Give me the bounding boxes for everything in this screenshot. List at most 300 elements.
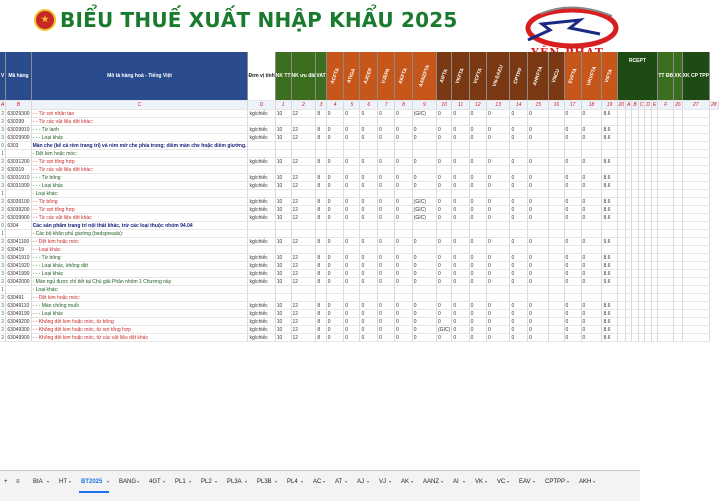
nk-uu-dai-cell[interactable] xyxy=(291,166,316,174)
rate-cell[interactable] xyxy=(549,222,564,230)
rate-cell[interactable]: 0 xyxy=(437,318,452,326)
nk-tt-cell[interactable]: 10 xyxy=(275,174,291,182)
rate-cell[interactable]: 0 xyxy=(412,238,436,246)
extra-cell[interactable] xyxy=(682,302,709,310)
rate-cell[interactable]: 8.6 xyxy=(602,206,617,214)
extra-cell[interactable] xyxy=(638,334,645,342)
rate-cell[interactable]: 0 xyxy=(564,254,581,262)
extra-cell[interactable] xyxy=(645,318,652,326)
rate-cell[interactable] xyxy=(437,190,452,198)
extra-cell[interactable] xyxy=(658,222,674,230)
rate-cell[interactable] xyxy=(395,222,413,230)
vat-cell[interactable] xyxy=(316,286,326,294)
rate-cell[interactable]: 0 xyxy=(510,254,528,262)
rate-cell[interactable]: 0 xyxy=(378,262,395,270)
rate-cell[interactable]: 0 xyxy=(326,158,344,166)
nk-uu-dai-cell[interactable] xyxy=(291,294,316,302)
rate-cell[interactable]: 0 xyxy=(564,302,581,310)
nk-uu-dai-cell[interactable]: 12 xyxy=(291,278,316,286)
rate-cell[interactable] xyxy=(602,246,617,254)
rate-cell[interactable]: 0 xyxy=(344,110,360,118)
rate-cell[interactable] xyxy=(549,182,564,190)
hs-code-cell[interactable]: 63042000 xyxy=(7,278,30,285)
rate-cell[interactable] xyxy=(378,142,395,150)
description-cell[interactable]: Các sản phẩm trang trí nội thất khác, trừ các loại thuộc nhóm 94.04 xyxy=(31,222,248,230)
rate-cell[interactable] xyxy=(437,246,452,254)
rate-cell[interactable] xyxy=(549,310,564,318)
rate-cell[interactable] xyxy=(360,230,378,238)
rate-cell[interactable]: 0 xyxy=(452,214,469,222)
hs-code-cell[interactable]: 63041920 xyxy=(7,262,30,269)
hs-code-cell[interactable]: 63031910 xyxy=(7,174,30,181)
extra-cell[interactable] xyxy=(638,134,645,142)
nk-uu-dai-cell[interactable] xyxy=(291,230,316,238)
rate-cell[interactable] xyxy=(581,166,602,174)
rate-cell[interactable]: (GIC) xyxy=(412,110,436,118)
extra-cell[interactable] xyxy=(682,118,709,126)
extra-cell[interactable] xyxy=(674,126,683,134)
rate-cell[interactable]: 0 xyxy=(564,174,581,182)
rate-cell[interactable] xyxy=(510,142,528,150)
rate-cell[interactable] xyxy=(602,286,617,294)
rate-cell[interactable]: 0 xyxy=(412,126,436,134)
rate-cell[interactable] xyxy=(581,230,602,238)
rate-cell[interactable] xyxy=(510,150,528,158)
rate-cell[interactable]: 0 xyxy=(437,134,452,142)
extra-cell[interactable] xyxy=(645,326,652,334)
rate-cell[interactable]: 8.6 xyxy=(602,318,617,326)
rate-cell[interactable] xyxy=(469,222,486,230)
description-cell[interactable]: - - Từ bông xyxy=(31,198,248,206)
rate-cell[interactable]: 0 xyxy=(469,302,486,310)
rate-cell[interactable]: 0 xyxy=(437,278,452,286)
rate-cell[interactable]: 0 xyxy=(528,302,549,310)
sheet-tab-aj[interactable]: AJ xyxy=(357,479,365,485)
hs-code-cell[interactable]: 63049190 xyxy=(7,310,30,317)
rate-cell[interactable] xyxy=(378,286,395,294)
rate-cell[interactable] xyxy=(564,246,581,254)
rate-cell[interactable]: 8.6 xyxy=(602,214,617,222)
unit-cell[interactable] xyxy=(248,230,275,238)
description-cell[interactable]: - - Dệt kim hoặc móc: xyxy=(31,294,248,302)
tab-dropdown-icon[interactable]: ▾ xyxy=(189,479,192,484)
vat-cell[interactable]: 8 xyxy=(316,278,326,286)
rate-cell[interactable]: (GIC) xyxy=(412,198,436,206)
column-letter[interactable]: F xyxy=(658,101,674,110)
column-letter[interactable]: 20 xyxy=(618,102,625,108)
rate-cell[interactable]: 0 xyxy=(452,334,469,342)
rate-cell[interactable] xyxy=(581,246,602,254)
table-row[interactable] xyxy=(0,222,718,230)
description-cell[interactable]: - - - Từ bông xyxy=(31,174,248,182)
nk-uu-dai-cell[interactable]: 12 xyxy=(291,238,316,246)
header-tt[interactable]: TT ĐB xyxy=(658,52,674,101)
hs-code-cell[interactable] xyxy=(6,286,31,294)
nk-tt-cell[interactable] xyxy=(275,118,291,126)
rate-cell[interactable] xyxy=(452,246,469,254)
extra-cell[interactable] xyxy=(682,190,709,198)
column-letter[interactable]: E xyxy=(653,102,657,108)
vat-cell[interactable]: 8 xyxy=(316,134,326,142)
extra-cell[interactable] xyxy=(674,326,683,334)
rate-cell[interactable]: 0 xyxy=(360,318,378,326)
rate-cell[interactable] xyxy=(326,230,344,238)
table-row[interactable] xyxy=(0,198,718,206)
rate-cell[interactable]: 0 xyxy=(437,182,452,190)
row-level[interactable]: 3 xyxy=(1,254,5,261)
rate-cell[interactable]: 8.6 xyxy=(602,262,617,270)
extra-cell[interactable] xyxy=(682,198,709,206)
rate-cell[interactable] xyxy=(378,222,395,230)
description-cell[interactable]: - - Từ các vật liệu dệt khác: xyxy=(31,118,248,126)
rate-cell[interactable]: 0 xyxy=(581,158,602,166)
extra-cell[interactable] xyxy=(682,270,709,278)
extra-cell[interactable] xyxy=(617,198,626,206)
rate-cell[interactable]: 0 xyxy=(437,206,452,214)
extra-cell[interactable] xyxy=(617,254,626,262)
nk-uu-dai-cell[interactable] xyxy=(291,142,316,150)
nk-uu-dai-cell[interactable]: 12 xyxy=(291,158,316,166)
extra-cell[interactable] xyxy=(682,110,709,118)
extra-cell[interactable] xyxy=(682,134,709,142)
header-rate-atiga[interactable] xyxy=(344,52,360,101)
rate-cell[interactable]: 0 xyxy=(378,174,395,182)
extra-cell[interactable] xyxy=(617,230,626,238)
column-letter[interactable]: 12 xyxy=(469,101,486,110)
rate-cell[interactable] xyxy=(564,150,581,158)
rate-cell[interactable] xyxy=(486,150,510,158)
rate-cell[interactable] xyxy=(326,246,344,254)
rate-cell[interactable] xyxy=(437,222,452,230)
unit-cell[interactable]: kg/chiếc xyxy=(248,254,275,262)
table-row[interactable] xyxy=(0,118,718,126)
rate-cell[interactable] xyxy=(469,246,486,254)
rate-cell[interactable] xyxy=(360,166,378,174)
rate-cell[interactable] xyxy=(378,118,395,126)
nk-uu-dai-cell[interactable]: 12 xyxy=(291,254,316,262)
column-letter[interactable]: 14 xyxy=(510,101,528,110)
nk-tt-cell[interactable]: 10 xyxy=(275,238,291,246)
rate-cell[interactable]: 0 xyxy=(469,126,486,134)
extra-cell[interactable] xyxy=(682,294,709,302)
rate-cell[interactable] xyxy=(395,286,413,294)
rate-cell[interactable]: 0 xyxy=(378,326,395,334)
rate-cell[interactable]: 0 xyxy=(528,174,549,182)
unit-cell[interactable]: kg/chiếc xyxy=(248,302,275,310)
extra-cell[interactable] xyxy=(638,302,645,310)
tab-dropdown-icon[interactable]: ▾ xyxy=(163,479,166,484)
rate-cell[interactable]: 0 xyxy=(528,198,549,206)
rate-cell[interactable]: 0 xyxy=(528,278,549,286)
rate-cell[interactable] xyxy=(412,118,436,126)
extra-cell[interactable] xyxy=(645,166,652,174)
rate-cell[interactable]: 0 xyxy=(469,174,486,182)
rate-cell[interactable] xyxy=(437,166,452,174)
rate-cell[interactable]: 0 xyxy=(344,270,360,278)
unit-cell[interactable]: kg/chiếc xyxy=(248,182,275,190)
table-row[interactable] xyxy=(0,126,718,134)
rate-cell[interactable] xyxy=(528,190,549,198)
unit-cell[interactable] xyxy=(248,190,275,198)
extra-cell[interactable] xyxy=(674,166,683,174)
rate-cell[interactable]: 0 xyxy=(395,270,413,278)
sheet-list-icon[interactable]: ≡ xyxy=(16,479,20,485)
vat-cell[interactable]: 8 xyxy=(316,270,326,278)
rate-cell[interactable] xyxy=(326,190,344,198)
row-level[interactable]: 3 xyxy=(1,310,5,317)
tab-dropdown-icon[interactable]: ▾ xyxy=(411,479,414,484)
column-letter[interactable]: D xyxy=(646,102,651,108)
rate-cell[interactable] xyxy=(602,118,617,126)
extra-cell[interactable] xyxy=(682,238,709,246)
rate-cell[interactable]: 0 xyxy=(412,302,436,310)
extra-cell[interactable] xyxy=(617,246,626,254)
sheet-tab-cptpp[interactable]: CPTPP xyxy=(545,479,566,485)
rate-cell[interactable]: 0 xyxy=(528,214,549,222)
rate-cell[interactable] xyxy=(564,166,581,174)
rate-cell[interactable] xyxy=(549,158,564,166)
rate-cell[interactable]: 0 xyxy=(510,302,528,310)
rate-cell[interactable] xyxy=(360,142,378,150)
rate-cell[interactable]: 0 xyxy=(395,262,413,270)
tab-dropdown-icon[interactable]: ▾ xyxy=(367,479,370,484)
rate-cell[interactable] xyxy=(344,150,360,158)
extra-cell[interactable] xyxy=(638,110,645,118)
rate-cell[interactable] xyxy=(452,142,469,150)
rate-cell[interactable] xyxy=(344,294,360,302)
rate-cell[interactable] xyxy=(437,286,452,294)
extra-cell[interactable] xyxy=(638,270,645,278)
rate-cell[interactable]: 0 xyxy=(452,326,469,334)
rate-cell[interactable] xyxy=(344,142,360,150)
rate-cell[interactable] xyxy=(378,230,395,238)
rate-cell[interactable]: 0 xyxy=(344,158,360,166)
hs-code-cell[interactable]: 6303 xyxy=(6,142,31,150)
extra-cell[interactable] xyxy=(658,190,674,198)
unit-cell[interactable]: kg/chiếc xyxy=(248,110,275,118)
rate-cell[interactable]: 0 xyxy=(395,158,413,166)
rate-cell[interactable] xyxy=(412,246,436,254)
rate-cell[interactable]: 0 xyxy=(510,318,528,326)
rate-cell[interactable] xyxy=(469,150,486,158)
table-row[interactable] xyxy=(0,278,718,286)
rate-cell[interactable]: 0 xyxy=(510,206,528,214)
sheet-tab-vk[interactable]: VK xyxy=(475,479,484,485)
rate-cell[interactable]: 0 xyxy=(344,334,360,342)
tab-dropdown-icon[interactable]: ▾ xyxy=(137,479,140,484)
tab-dropdown-icon[interactable]: ▾ xyxy=(245,479,248,484)
nk-uu-dai-cell[interactable]: 12 xyxy=(291,206,316,214)
table-row[interactable] xyxy=(0,262,718,270)
rate-cell[interactable] xyxy=(528,142,549,150)
rate-cell[interactable]: 0 xyxy=(326,318,344,326)
rate-cell[interactable] xyxy=(510,286,528,294)
column-letter[interactable]: 3 xyxy=(316,101,326,110)
rate-cell[interactable]: 0 xyxy=(486,134,510,142)
rate-cell[interactable] xyxy=(549,318,564,326)
header-rate-vn-eaeu[interactable] xyxy=(486,52,510,101)
description-cell[interactable]: - Loại khác: xyxy=(31,190,248,198)
extra-cell[interactable] xyxy=(682,246,709,254)
vat-cell[interactable]: 8 xyxy=(316,198,326,206)
extra-cell[interactable] xyxy=(617,222,626,230)
rate-cell[interactable]: 0 xyxy=(452,134,469,142)
nk-uu-dai-cell[interactable]: 12 xyxy=(291,134,316,142)
extra-cell[interactable] xyxy=(645,206,652,214)
extra-cell[interactable] xyxy=(617,214,626,222)
rate-cell[interactable]: 0 xyxy=(395,254,413,262)
rate-cell[interactable] xyxy=(326,166,344,174)
rate-cell[interactable]: 0 xyxy=(344,302,360,310)
rate-cell[interactable]: 0 xyxy=(581,198,602,206)
extra-cell[interactable] xyxy=(674,294,683,302)
extra-cell[interactable] xyxy=(674,230,683,238)
rate-cell[interactable]: 0 xyxy=(326,326,344,334)
rate-cell[interactable]: 0 xyxy=(395,134,413,142)
header-unit[interactable]: Đơn vị tính xyxy=(248,52,275,101)
column-letter[interactable]: 9 xyxy=(412,101,436,110)
unit-cell[interactable] xyxy=(248,118,275,126)
extra-cell[interactable] xyxy=(682,166,709,174)
rate-cell[interactable] xyxy=(326,294,344,302)
extra-cell[interactable] xyxy=(674,254,683,262)
extra-cell[interactable] xyxy=(617,262,626,270)
table-row[interactable] xyxy=(0,142,718,150)
rate-cell[interactable]: 0 xyxy=(452,278,469,286)
rate-cell[interactable] xyxy=(602,150,617,158)
table-row[interactable] xyxy=(0,294,718,302)
rate-cell[interactable]: 0 xyxy=(360,254,378,262)
tab-dropdown-icon[interactable]: ▾ xyxy=(345,479,348,484)
rate-cell[interactable]: 0 xyxy=(528,206,549,214)
rate-cell[interactable]: 0 xyxy=(510,326,528,334)
extra-cell[interactable] xyxy=(617,294,626,302)
rate-cell[interactable] xyxy=(437,150,452,158)
rate-cell[interactable] xyxy=(360,286,378,294)
rate-cell[interactable]: 0 xyxy=(469,214,486,222)
extra-cell[interactable] xyxy=(645,174,652,182)
extra-cell[interactable] xyxy=(617,326,626,334)
row-level[interactable]: 0 xyxy=(1,222,5,229)
rate-cell[interactable]: 0 xyxy=(528,254,549,262)
extra-cell[interactable] xyxy=(638,190,645,198)
description-cell[interactable]: - - - Loại khác xyxy=(31,310,248,318)
row-level[interactable]: 2 xyxy=(1,118,5,125)
extra-cell[interactable] xyxy=(658,174,674,182)
rate-cell[interactable] xyxy=(326,118,344,126)
rate-cell[interactable] xyxy=(469,118,486,126)
rate-cell[interactable] xyxy=(581,286,602,294)
rate-cell[interactable] xyxy=(412,294,436,302)
tab-dropdown-icon[interactable]: ▾ xyxy=(485,479,488,484)
rate-cell[interactable] xyxy=(469,286,486,294)
extra-cell[interactable] xyxy=(674,118,683,126)
extra-cell[interactable] xyxy=(674,334,683,342)
table-row[interactable] xyxy=(0,206,718,214)
rate-cell[interactable]: 9.6 xyxy=(602,238,617,246)
unit-cell[interactable] xyxy=(248,166,275,174)
nk-tt-cell[interactable]: 10 xyxy=(275,254,291,262)
rate-cell[interactable]: 0 xyxy=(452,110,469,118)
rate-cell[interactable]: 0 xyxy=(564,334,581,342)
hs-code-cell[interactable] xyxy=(6,150,31,158)
hs-code-cell[interactable]: 63029910 xyxy=(7,126,30,133)
row-level[interactable]: 3 xyxy=(1,302,5,309)
column-letter[interactable]: 2 xyxy=(291,101,316,110)
row-level[interactable]: 2 xyxy=(1,278,5,285)
rate-cell[interactable] xyxy=(486,166,510,174)
rate-cell[interactable] xyxy=(549,270,564,278)
table-row[interactable] xyxy=(0,334,718,342)
rate-cell[interactable] xyxy=(452,118,469,126)
nk-uu-dai-cell[interactable]: 12 xyxy=(291,302,316,310)
rate-cell[interactable] xyxy=(549,166,564,174)
rate-cell[interactable] xyxy=(326,150,344,158)
vat-cell[interactable] xyxy=(316,166,326,174)
row-level[interactable]: 2 xyxy=(1,206,5,213)
extra-cell[interactable] xyxy=(682,174,709,182)
extra-cell[interactable] xyxy=(617,158,626,166)
rate-cell[interactable]: 0 xyxy=(395,278,413,286)
extra-cell[interactable] xyxy=(638,294,645,302)
rate-cell[interactable]: 0 xyxy=(344,262,360,270)
rate-cell[interactable]: 0 xyxy=(469,326,486,334)
rate-cell[interactable]: 0 xyxy=(326,110,344,118)
rate-cell[interactable]: 0 xyxy=(452,238,469,246)
extra-cell[interactable] xyxy=(682,262,709,270)
vat-cell[interactable]: 8 xyxy=(316,126,326,134)
rate-cell[interactable]: 0 xyxy=(469,310,486,318)
rate-cell[interactable]: 0 xyxy=(437,334,452,342)
rate-cell[interactable] xyxy=(564,118,581,126)
sheet-tab-aanz[interactable]: AANZ xyxy=(423,479,440,485)
rate-cell[interactable]: 0 xyxy=(564,238,581,246)
extra-cell[interactable] xyxy=(674,190,683,198)
column-letter[interactable]: 7 xyxy=(378,101,395,110)
rate-cell[interactable] xyxy=(528,166,549,174)
nk-tt-cell[interactable]: 10 xyxy=(275,310,291,318)
tab-dropdown-icon[interactable]: ▾ xyxy=(275,479,278,484)
hs-code-cell[interactable]: 630299 xyxy=(6,118,31,126)
rate-cell[interactable] xyxy=(549,334,564,342)
unit-cell[interactable]: kg/chiếc xyxy=(248,214,275,222)
rate-cell[interactable] xyxy=(452,166,469,174)
rate-cell[interactable]: 0 xyxy=(360,326,378,334)
hs-code-cell[interactable]: 63039900 xyxy=(7,214,30,221)
extra-cell[interactable] xyxy=(658,166,674,174)
description-cell[interactable]: - - - Loại khác xyxy=(31,182,248,190)
extra-cell[interactable] xyxy=(658,238,674,246)
header-vat[interactable]: VAT xyxy=(316,52,326,101)
extra-cell[interactable] xyxy=(638,318,645,326)
rate-cell[interactable]: 0 xyxy=(326,206,344,214)
rate-cell[interactable] xyxy=(602,166,617,174)
extra-cell[interactable] xyxy=(638,126,645,134)
rate-cell[interactable] xyxy=(528,246,549,254)
column-letter[interactable]: 4 xyxy=(326,101,344,110)
rate-cell[interactable]: 0 xyxy=(412,182,436,190)
row-level[interactable]: 1 xyxy=(1,190,5,197)
extra-cell[interactable] xyxy=(638,214,645,222)
hs-code-cell[interactable]: 63029300 xyxy=(7,110,30,117)
unit-cell[interactable] xyxy=(248,286,275,294)
rate-cell[interactable]: 8.6 xyxy=(602,182,617,190)
rate-cell[interactable]: 0 xyxy=(326,270,344,278)
header-hs-code[interactable]: Mã hàng xyxy=(6,52,31,101)
column-letter[interactable]: 6 xyxy=(360,101,378,110)
hs-code-cell[interactable]: 63029990 xyxy=(7,134,30,141)
rate-cell[interactable]: 0 xyxy=(469,262,486,270)
